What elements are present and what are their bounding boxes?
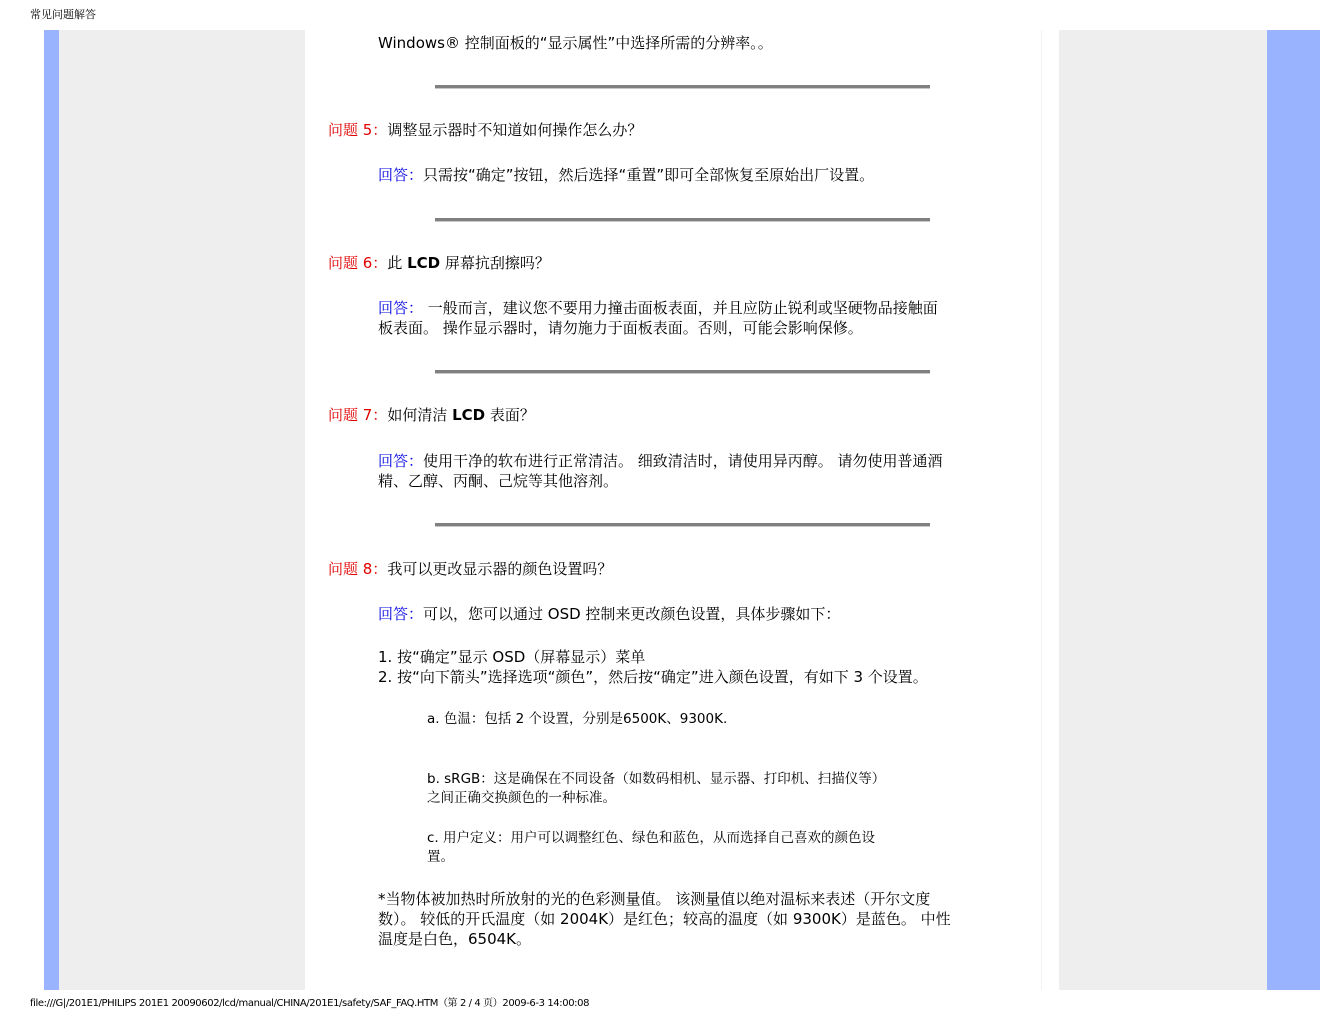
answer-label: 回答： bbox=[378, 605, 424, 623]
step-1: 1. 按“确定”显示 OSD（屏幕显示）菜单 bbox=[378, 648, 646, 666]
content-right-border bbox=[1041, 30, 1042, 990]
option-c-line-2: 置。 bbox=[427, 849, 454, 865]
question-label: 问题 8： bbox=[328, 560, 388, 578]
right-gray-band bbox=[1059, 30, 1267, 990]
intro-text: Windows® 控制面板的“显示属性”中选择所需的分辨率。。 bbox=[378, 34, 773, 52]
answer-6-line-1 bbox=[378, 298, 938, 318]
right-blue-band bbox=[1267, 30, 1320, 990]
left-gray-band bbox=[59, 30, 305, 990]
left-blue-band bbox=[44, 30, 59, 990]
question-text: 如何清洁 bbox=[387, 406, 453, 424]
question-text-end: 表面？ bbox=[485, 406, 535, 424]
step-2: 2. 按“向下箭头”选择选项“颜色”，然后按“确定”进入颜色设置，有如下 3 个设置。 bbox=[378, 668, 928, 686]
answer-text: 可以，您可以通过 OSD 控制来更改颜色设置，具体步骤如下： bbox=[423, 605, 841, 623]
option-a: a. 色温：包括 2 个设置，分别是6500K、9300K. bbox=[427, 711, 728, 727]
question-bold: LCD bbox=[452, 406, 486, 424]
note-line-2: 数）。 较低的开氏温度（如 2004K）是红色；较高的温度（如 9300K）是蓝色。 中性 bbox=[378, 910, 951, 928]
answer-text: 使用干净的软布进行正常清洁。 细致清洁时，请使用异丙醇。 请勿使用普通酒 bbox=[423, 452, 943, 470]
question-8 bbox=[328, 559, 612, 579]
divider bbox=[435, 85, 930, 89]
option-c-line-1: c. 用户定义：用户可以调整红色、绿色和蓝色，从而选择自己喜欢的颜色设 bbox=[427, 830, 876, 846]
answer-text: 一般而言，建议您不要用力撞击面板表面，并且应防止锐利或坚硬物品接触面 bbox=[423, 299, 938, 317]
answer-6-line-2: 板表面。 操作显示器时，请勿施力于面板表面。否则，可能会影响保修。 bbox=[378, 319, 863, 337]
answer-8 bbox=[378, 604, 840, 624]
question-text-end: 屏幕抗刮擦吗？ bbox=[440, 254, 550, 272]
question-text: 我可以更改显示器的颜色设置吗？ bbox=[387, 560, 613, 578]
question-text: 调整显示器时不知道如何操作怎么办？ bbox=[387, 121, 643, 139]
divider bbox=[435, 370, 930, 374]
question-7 bbox=[328, 405, 535, 425]
answer-label: 回答： bbox=[378, 299, 424, 317]
question-6 bbox=[328, 253, 550, 273]
divider bbox=[435, 218, 930, 222]
question-label: 问题 7： bbox=[328, 406, 388, 424]
option-b-line-1: b. sRGB：这是确保在不同设备（如数码相机、显示器、打印机、扫描仪等） bbox=[427, 771, 886, 787]
page-footer-path: file:///G|/201E1/PHILIPS 201E1 20090602/lcd/manual/CHINA/201E1/safety/SAF_FAQ.HTM（第 2 / 4 页）2009-6-3 14:00:08 bbox=[30, 998, 590, 1009]
answer-label: 回答： bbox=[378, 452, 424, 470]
divider bbox=[435, 523, 930, 527]
note-line-3: 温度是白色，6504K。 bbox=[378, 930, 532, 948]
answer-7-line-2: 精、乙醇、丙酮、己烷等其他溶剂。 bbox=[378, 472, 619, 490]
question-label: 问题 5： bbox=[328, 121, 388, 139]
question-bold: LCD bbox=[407, 254, 441, 272]
page-header-title: 常见问题解答 bbox=[30, 8, 96, 21]
question-text: 此 bbox=[387, 254, 408, 272]
note-line-1: *当物体被加热时所放射的光的色彩测量值。 该测量值以绝对温标来表述（开尔文度 bbox=[378, 890, 931, 908]
answer-text: 只需按“确定”按钮，然后选择“重置”即可全部恢复至原始出厂设置。 bbox=[423, 166, 875, 184]
question-5 bbox=[328, 120, 642, 140]
question-label: 问题 6： bbox=[328, 254, 388, 272]
option-b-line-2: 之间正确交换颜色的一种标准。 bbox=[427, 790, 616, 806]
answer-7-line-1 bbox=[378, 451, 943, 471]
answer-label: 回答： bbox=[378, 166, 424, 184]
answer-5 bbox=[378, 165, 874, 185]
